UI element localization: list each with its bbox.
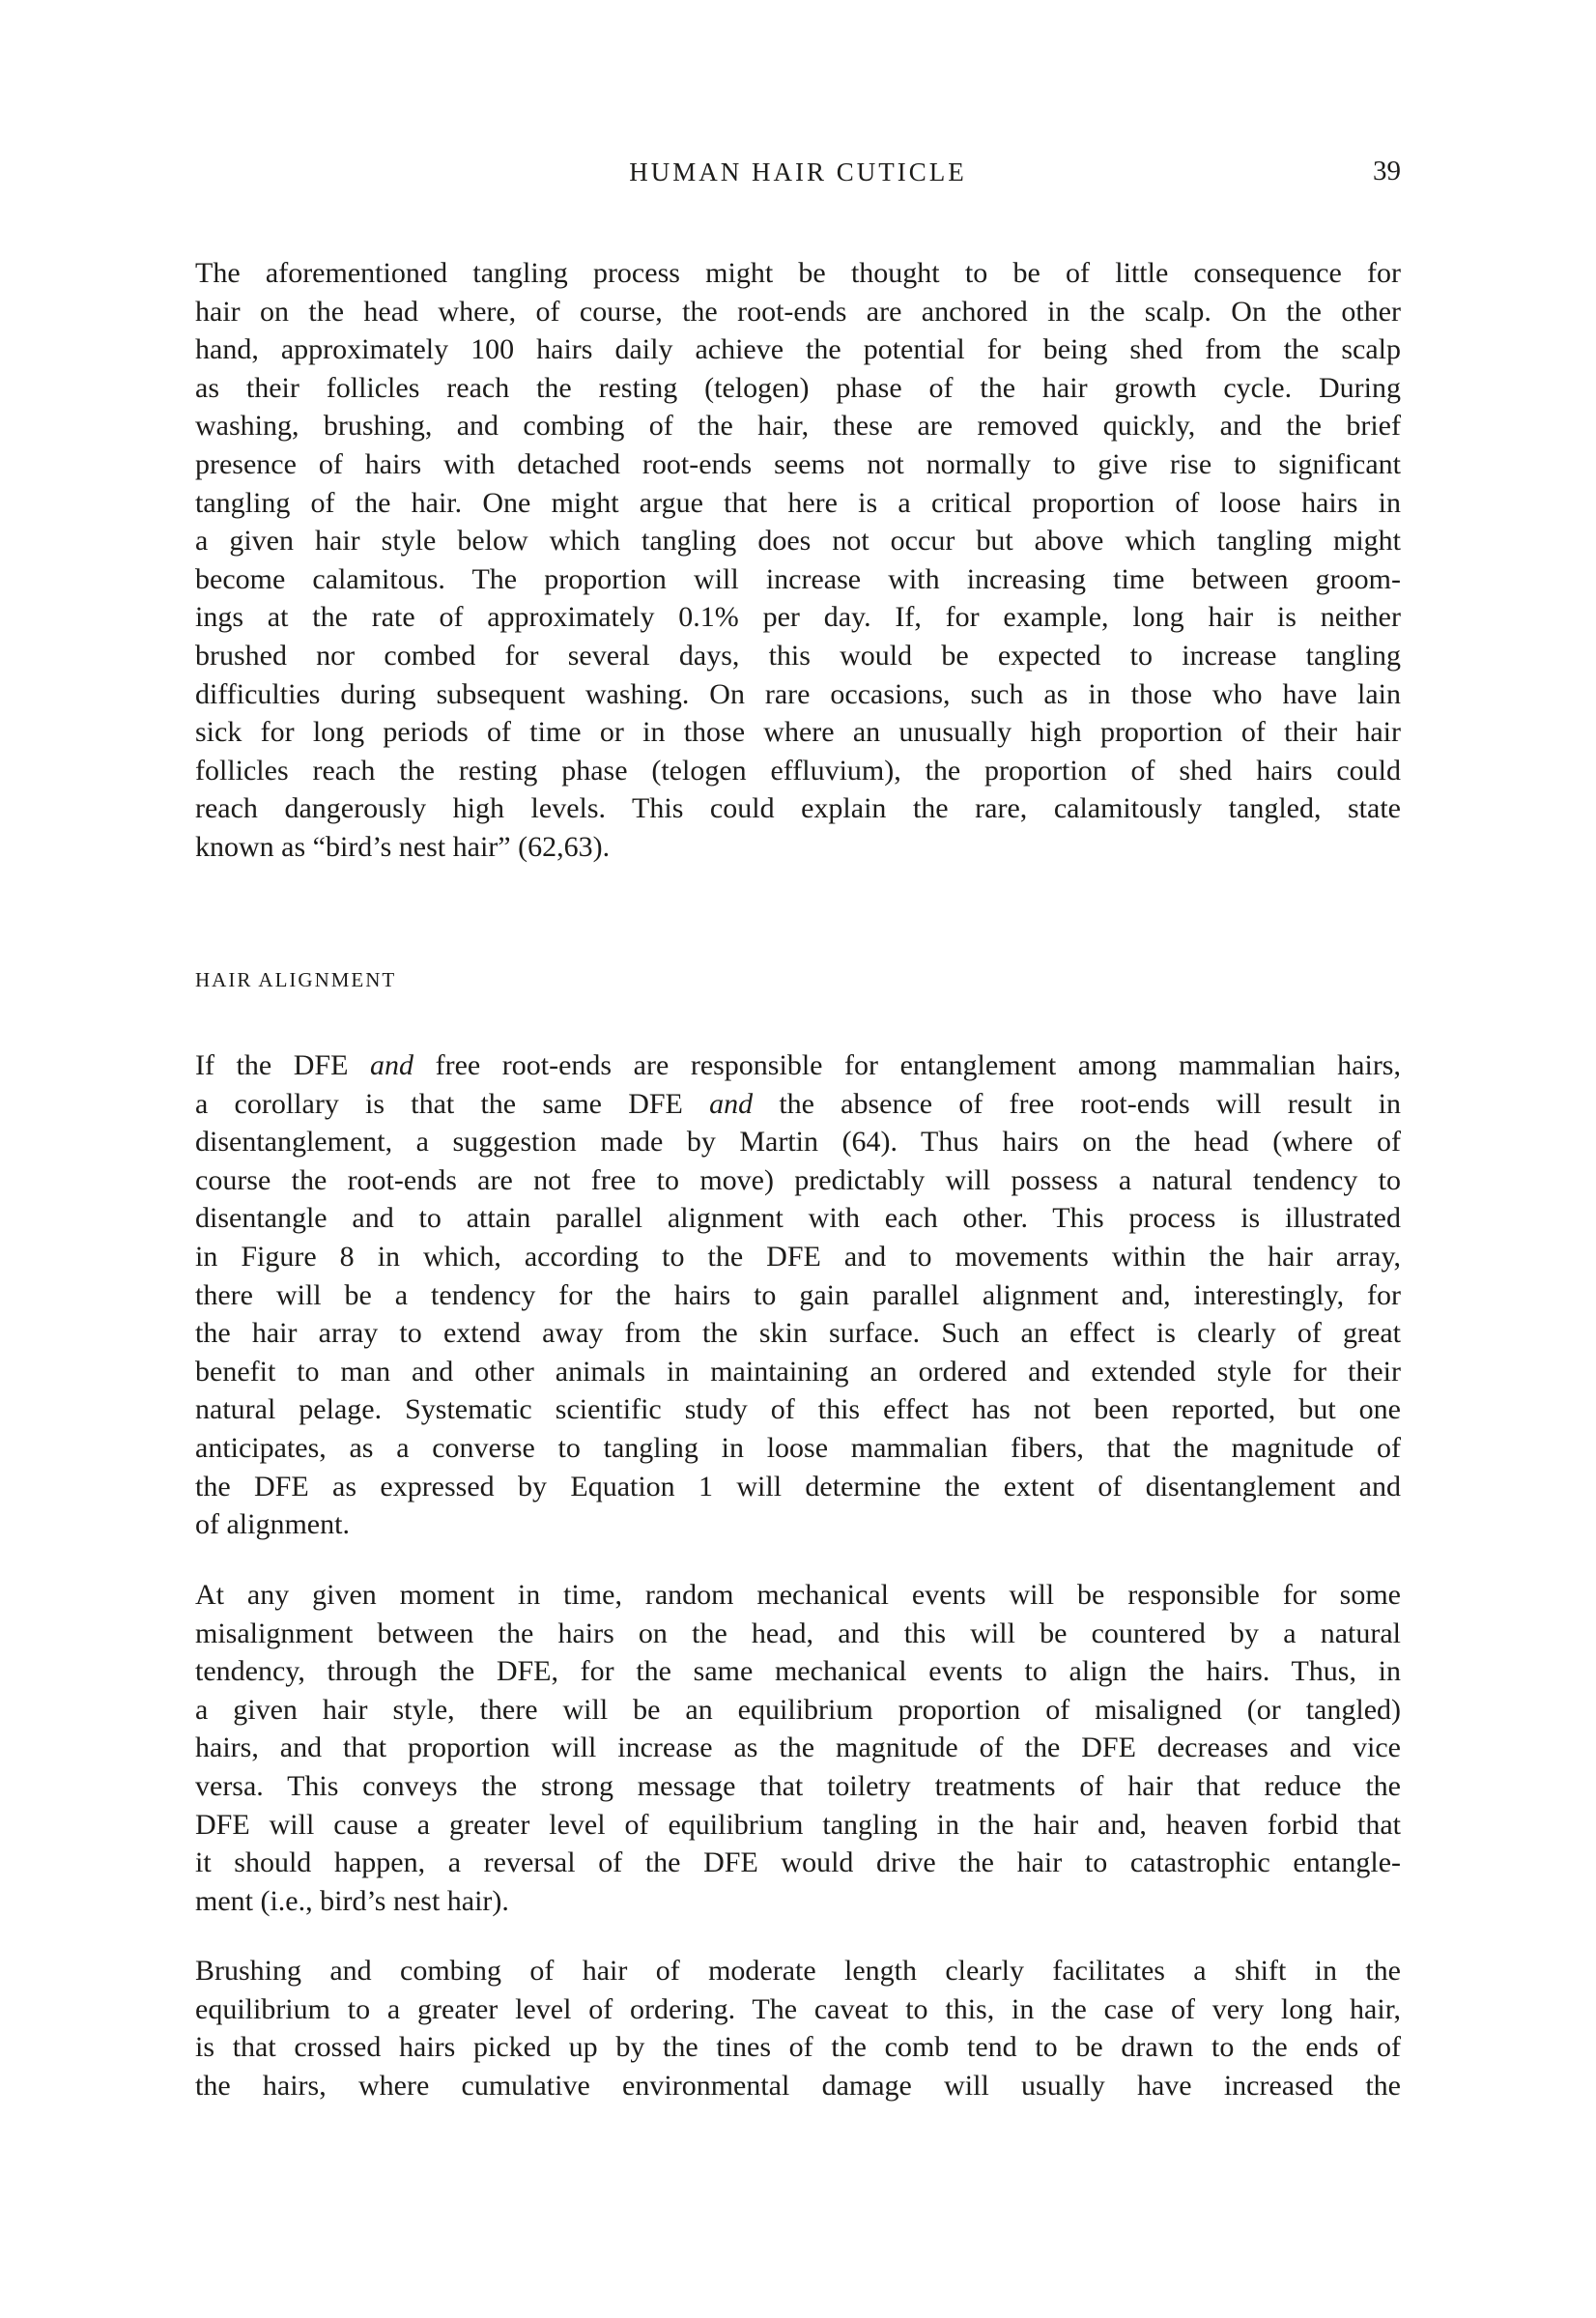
text-line: sick for long periods of time or in those where an unusually high proportion of their hair xyxy=(195,716,1401,749)
text-line: a corollary is that the same DFE and the absence of free root-ends will result in xyxy=(195,1087,1401,1120)
text-line: difficulties during subsequent washing. On rare occasions, such as in those who have lain xyxy=(195,677,1401,710)
text-line: a given hair style, there will be an equilibrium proportion of misaligned (or tangled) xyxy=(195,1693,1401,1726)
text-line: DFE will cause a greater level of equilibrium tangling in the hair and, heaven forbid that xyxy=(195,1808,1401,1841)
text-line: versa. This conveys the strong message that toiletry treatments of hair that reduce the xyxy=(195,1769,1401,1802)
text-line: If the DFE and free root-ends are responsible for entanglement among mammalian hairs, xyxy=(195,1049,1401,1081)
text-line: misalignment between the hairs on the head, and this will be countered by a natural xyxy=(195,1617,1401,1649)
text-line: the hair array to extend away from the skin surface. Such an effect is clearly of great xyxy=(195,1317,1401,1350)
text-line: ings at the rate of approximately 0.1% per day. If, for example, long hair is neither xyxy=(195,601,1401,634)
text-line: in Figure 8 in which, according to the DFE and to movements within the hair array, xyxy=(195,1240,1401,1273)
text-line: anticipates, as a converse to tangling in loose mammalian fibers, that the magnitude of xyxy=(195,1431,1401,1464)
text-line: known as “bird’s nest hair” (62,63). xyxy=(195,830,611,863)
text-line: reach dangerously high levels. This could explain the rare, calamitously tangled, state xyxy=(195,792,1401,825)
text-line: presence of hairs with detached root-ends seems not normally to give rise to significant xyxy=(195,447,1401,480)
text-line: the hairs, where cumulative environmental damage will usually have increased the xyxy=(195,2069,1401,2102)
text-line: it should happen, a reversal of the DFE would drive the hair to catastrophic entangle- xyxy=(195,1846,1401,1879)
text-line: hand, approximately 100 hairs daily achieve the potential for being shed from the scalp xyxy=(195,333,1401,366)
text-line: disentangle and to attain parallel alignment with each other. This process is illustrated xyxy=(195,1202,1401,1235)
text-line: ment (i.e., bird’s nest hair). xyxy=(195,1884,509,1917)
paragraph-tangling xyxy=(195,254,1401,867)
text-line: the DFE as expressed by Equation 1 will determine the extent of disentanglement and xyxy=(195,1470,1401,1502)
page-number: 39 xyxy=(1373,156,1401,186)
text-line: become calamitous. The proportion will increase with increasing time between groom- xyxy=(195,562,1401,595)
paragraph-alignment xyxy=(195,1046,1401,1544)
text-line: Brushing and combing of hair of moderate length clearly facilitates a shift in the xyxy=(195,1955,1401,1987)
section-heading: HAIR ALIGNMENT xyxy=(195,968,397,991)
text-line: hairs, and that proportion will increase as the magnitude of the DFE decreases and vice xyxy=(195,1731,1401,1764)
text-line: is that crossed hairs picked up by the tines of the comb tend to be drawn to the ends of xyxy=(195,2031,1401,2064)
text-line: follicles reach the resting phase (telogen effluvium), the proportion of shed hairs could xyxy=(195,754,1401,787)
text-line: course the root-ends are not free to move) predictably will possess a natural tendency to xyxy=(195,1163,1401,1196)
text-line: washing, brushing, and combing of the hair, these are removed quickly, and the brief xyxy=(195,410,1401,443)
text-line: natural pelage. Systematic scientific study of this effect has not been reported, but one xyxy=(195,1393,1401,1426)
running-head-title: HUMAN HAIR CUTICLE xyxy=(629,157,967,186)
text-line: as their follicles reach the resting (telogen) phase of the hair growth cycle. During xyxy=(195,371,1401,404)
paragraph-equilibrium xyxy=(195,1576,1401,1920)
text-line: At any given moment in time, random mechanical events will be responsible for some xyxy=(195,1579,1401,1611)
running-head xyxy=(195,156,1401,194)
text-line: equilibrium to a greater level of ordering. The caveat to this, in the case of very long hair, xyxy=(195,1992,1401,2025)
text-line: a given hair style below which tangling does not occur but above which tangling might xyxy=(195,525,1401,558)
text-line: brushed nor combed for several days, this would be expected to increase tangling xyxy=(195,639,1401,672)
text-line: of alignment. xyxy=(195,1508,350,1541)
paragraph-brushing xyxy=(195,1952,1401,2104)
text-line: there will be a tendency for the hairs to gain parallel alignment and, interestingly, for xyxy=(195,1278,1401,1311)
text-line: benefit to man and other animals in maintaining an ordered and extended style for their xyxy=(195,1355,1401,1388)
text-line: tangling of the hair. One might argue that here is a critical proportion of loose hairs in xyxy=(195,486,1401,519)
text-line: tendency, through the DFE, for the same mechanical events to align the hairs. Thus, in xyxy=(195,1655,1401,1688)
text-line: The aforementioned tangling process might be thought to be of little consequence for xyxy=(195,257,1401,289)
text-line: disentanglement, a suggestion made by Martin (64). Thus hairs on the head (where of xyxy=(195,1126,1401,1159)
text-line: hair on the head where, of course, the root-ends are anchored in the scalp. On the other xyxy=(195,295,1401,328)
